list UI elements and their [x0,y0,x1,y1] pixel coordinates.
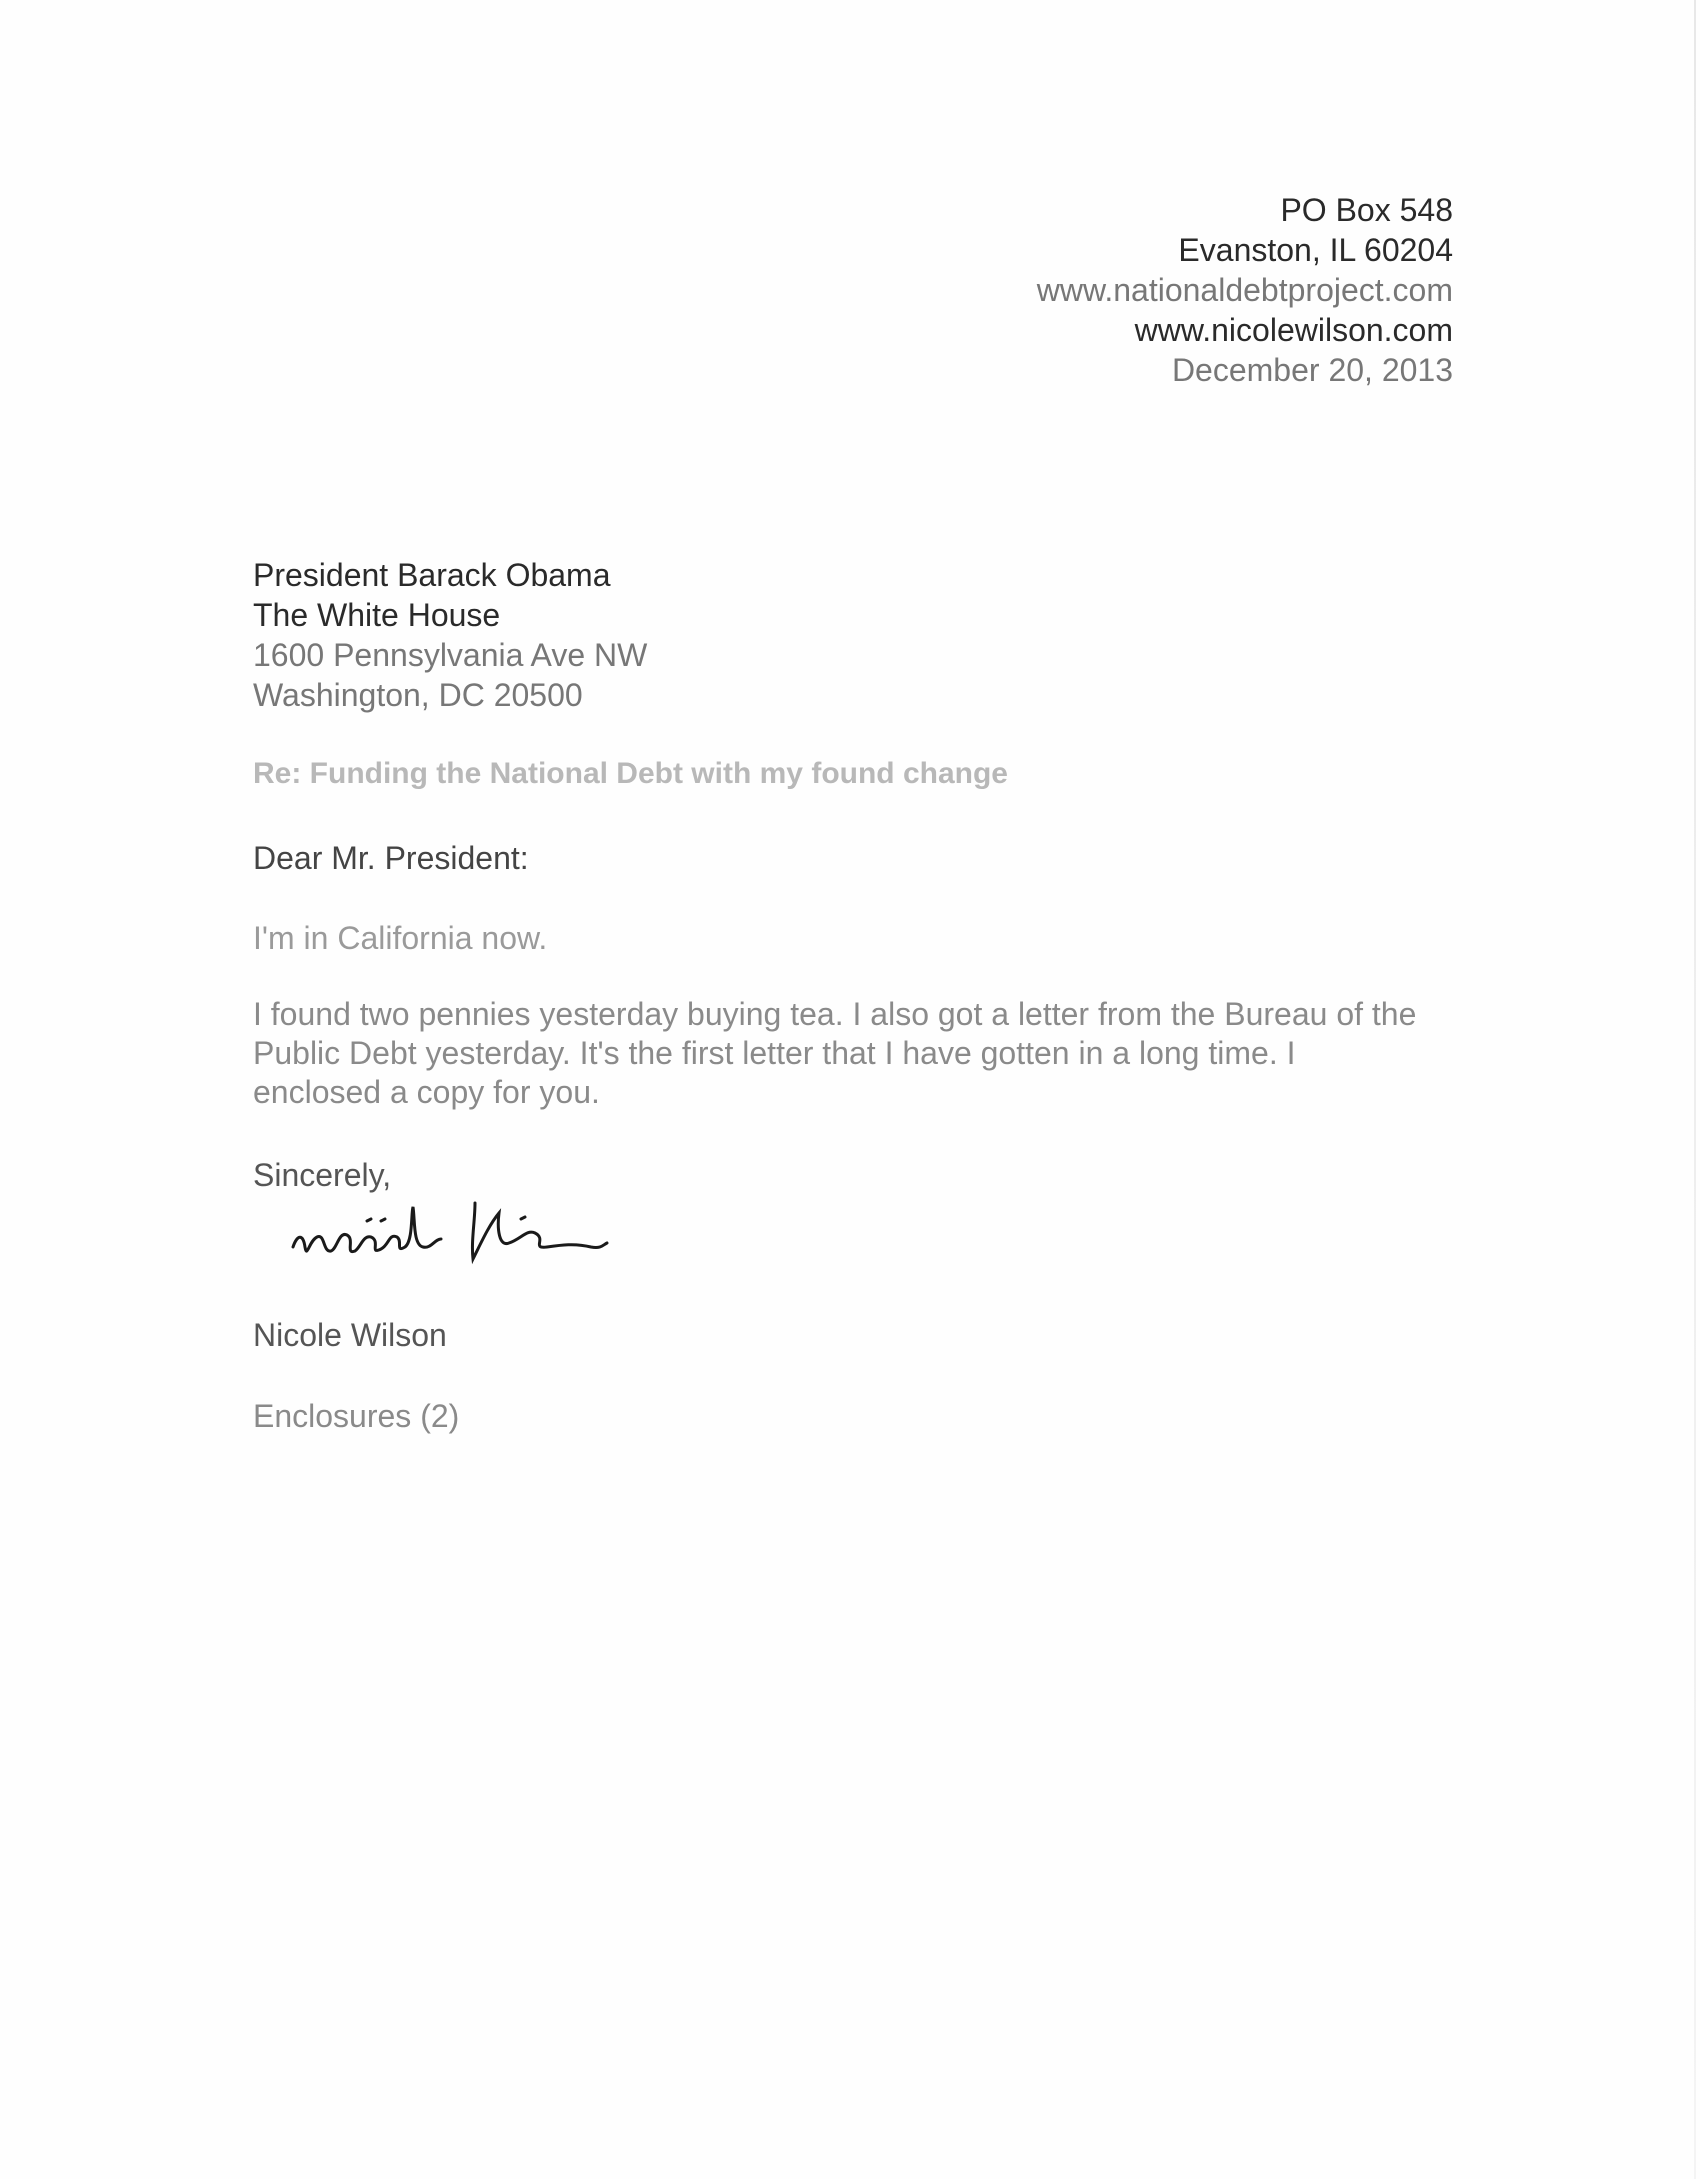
sender-city: Evanston, IL 60204 [1178,232,1453,268]
sender-website-2: www.nicolewilson.com [1134,312,1453,348]
signer-name: Nicole Wilson [253,1317,447,1353]
paragraph-1: I'm in California now. [253,920,548,956]
scan-edge [1694,0,1696,2179]
salutation: Dear Mr. President: [253,840,529,876]
recipient-street: 1600 Pennsylvania Ave NW [253,637,648,673]
handwritten-signature [285,1185,705,1285]
recipient-block [253,555,647,715]
sender-block [1037,190,1453,390]
closing: Sincerely, [253,1157,392,1193]
sender-po-box: PO Box 548 [1280,192,1453,228]
subject-line: Re: Funding the National Debt with my found change [253,757,1008,790]
recipient-org: The White House [253,597,501,633]
enclosures-note: Enclosures (2) [253,1398,460,1434]
recipient-city: Washington, DC 20500 [253,677,583,713]
letter-date: December 20, 2013 [1171,352,1453,388]
sender-website-1: www.nationaldebtproject.com [1036,272,1453,308]
paragraph-2: I found two pennies yesterday buying tea. I also got a letter from the Bureau of the Public Debt yesterday. It's the first letter that I have gotten in a long time. I enclosed a copy for you. [253,996,1417,1110]
recipient-name: President Barack Obama [253,557,611,593]
